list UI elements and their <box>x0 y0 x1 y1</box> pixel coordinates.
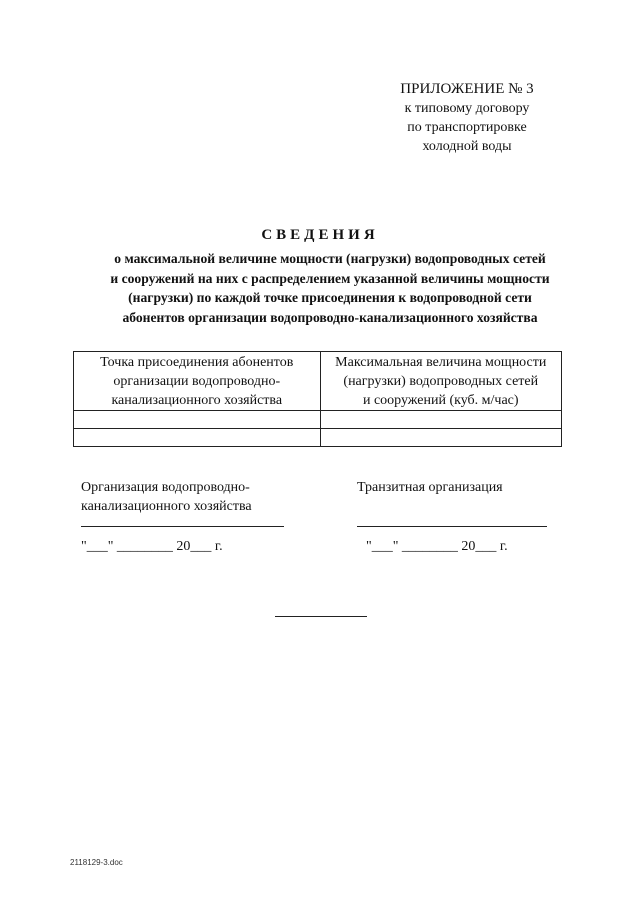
document-subtitle <box>60 249 600 327</box>
document-title: СВЕДЕНИЯ <box>261 227 379 243</box>
signature-right-label <box>357 478 577 497</box>
signature-line-right <box>357 526 547 527</box>
date-field-left: "___" ________ 20___ г. <box>81 539 223 554</box>
subtitle-line: абонентов организации водопроводно-канализационного хозяйства <box>122 309 538 325</box>
file-name: 2118129-3.doc <box>70 858 123 867</box>
appendix-header <box>372 80 562 156</box>
header-text: канализационного хозяйства <box>111 393 283 408</box>
table-cell <box>74 411 321 429</box>
header-text: Максимальная величина мощности <box>335 355 547 370</box>
table-cell <box>320 429 561 447</box>
table-cell <box>74 429 321 447</box>
header-text: организации водопроводно- <box>113 374 281 389</box>
table-cell <box>320 411 561 429</box>
signature-left-label <box>81 478 311 516</box>
signature-label-line: канализационного хозяйства <box>81 499 252 514</box>
subtitle-line: и сооружений на них с распределением указанной величины мощности <box>110 270 550 286</box>
appendix-line: к типовому договору <box>404 101 530 116</box>
appendix-line: холодной воды <box>422 139 512 154</box>
signature-label-line: Транзитная организация <box>357 480 503 495</box>
subtitle-line: о максимальной величине мощности (нагрузки) водопроводных сетей <box>114 251 546 266</box>
info-table <box>73 351 562 447</box>
signature-label-line: Организация водопроводно- <box>81 480 250 495</box>
column-header-max-load <box>320 352 561 411</box>
header-text: Точка присоединения абонентов <box>100 355 294 370</box>
subtitle-line: (нагрузки) по каждой точке присоединения к водопроводной сети <box>128 290 532 305</box>
table-row <box>74 411 562 429</box>
date-field-right: "___" ________ 20___ г. <box>366 539 508 554</box>
table-header-row <box>74 352 562 411</box>
appendix-number: ПРИЛОЖЕНИЕ № 3 <box>400 81 534 97</box>
header-text: (нагрузки) водопроводных сетей <box>343 374 539 389</box>
end-divider <box>275 616 367 617</box>
signature-line-left <box>81 526 284 527</box>
table-row <box>74 429 562 447</box>
column-header-connection-point <box>74 352 321 411</box>
header-text: и сооружений (куб. м/час) <box>362 393 519 408</box>
appendix-line: по транспортировке <box>407 120 527 135</box>
